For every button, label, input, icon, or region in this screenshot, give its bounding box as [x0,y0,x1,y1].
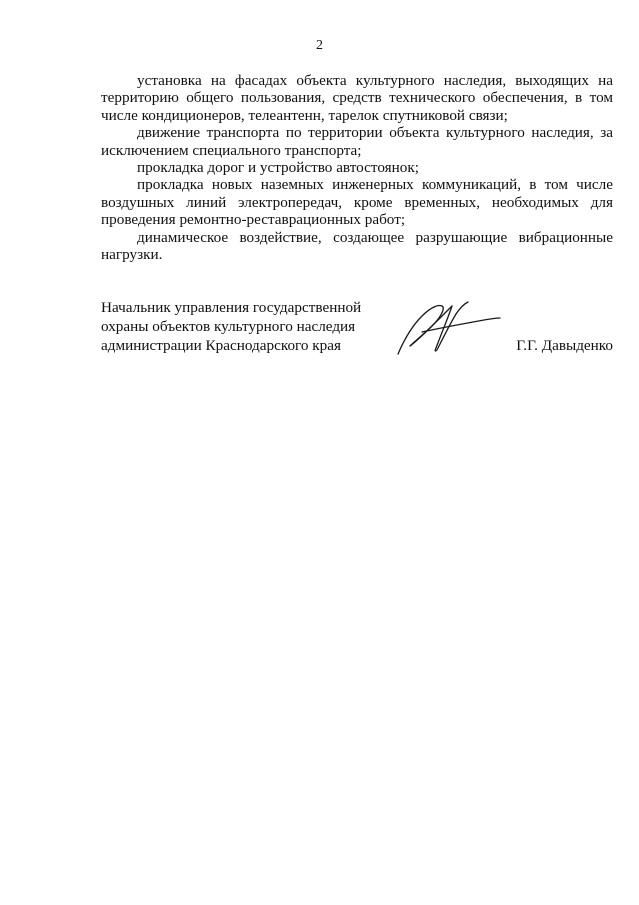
paragraph-roads-parking: прокладка дорог и устройство автостоянок; [137,159,419,177]
paragraph-utility-lines: прокладка новых наземных инженерных коммуникаций, в том числе воздушных линий электропередач, кроме временных, необходимых для проведения ремонтно-реставрационных работ; [101,176,613,229]
signer-name: Г.Г. Давыденко [516,337,613,354]
signer-position-line: Начальник управления государственной [101,299,362,316]
paragraph-transport-movement: движение транспорта по территории объекта культурного наследия, за исключением специального транспорта; [101,124,613,159]
signer-position-line: охраны объектов культурного наследия [101,318,356,335]
handwritten-signature [392,296,502,358]
page-number: 2 [316,38,323,53]
paragraph-dynamic-impact: динамическое воздействие, создающее разрушающие вибрационные нагрузки. [101,228,613,264]
document-body [101,72,613,263]
signer-position-line: администрации Краснодарского края [101,337,341,354]
signer-position [101,298,361,355]
paragraph-facade-installations: установка на фасадах объекта культурного наследия, выходящих на территорию общего пользования, средств технического обеспечения, в том числе кондиционеров, телеантенн, тарелок спутниковой связи; [101,72,613,124]
